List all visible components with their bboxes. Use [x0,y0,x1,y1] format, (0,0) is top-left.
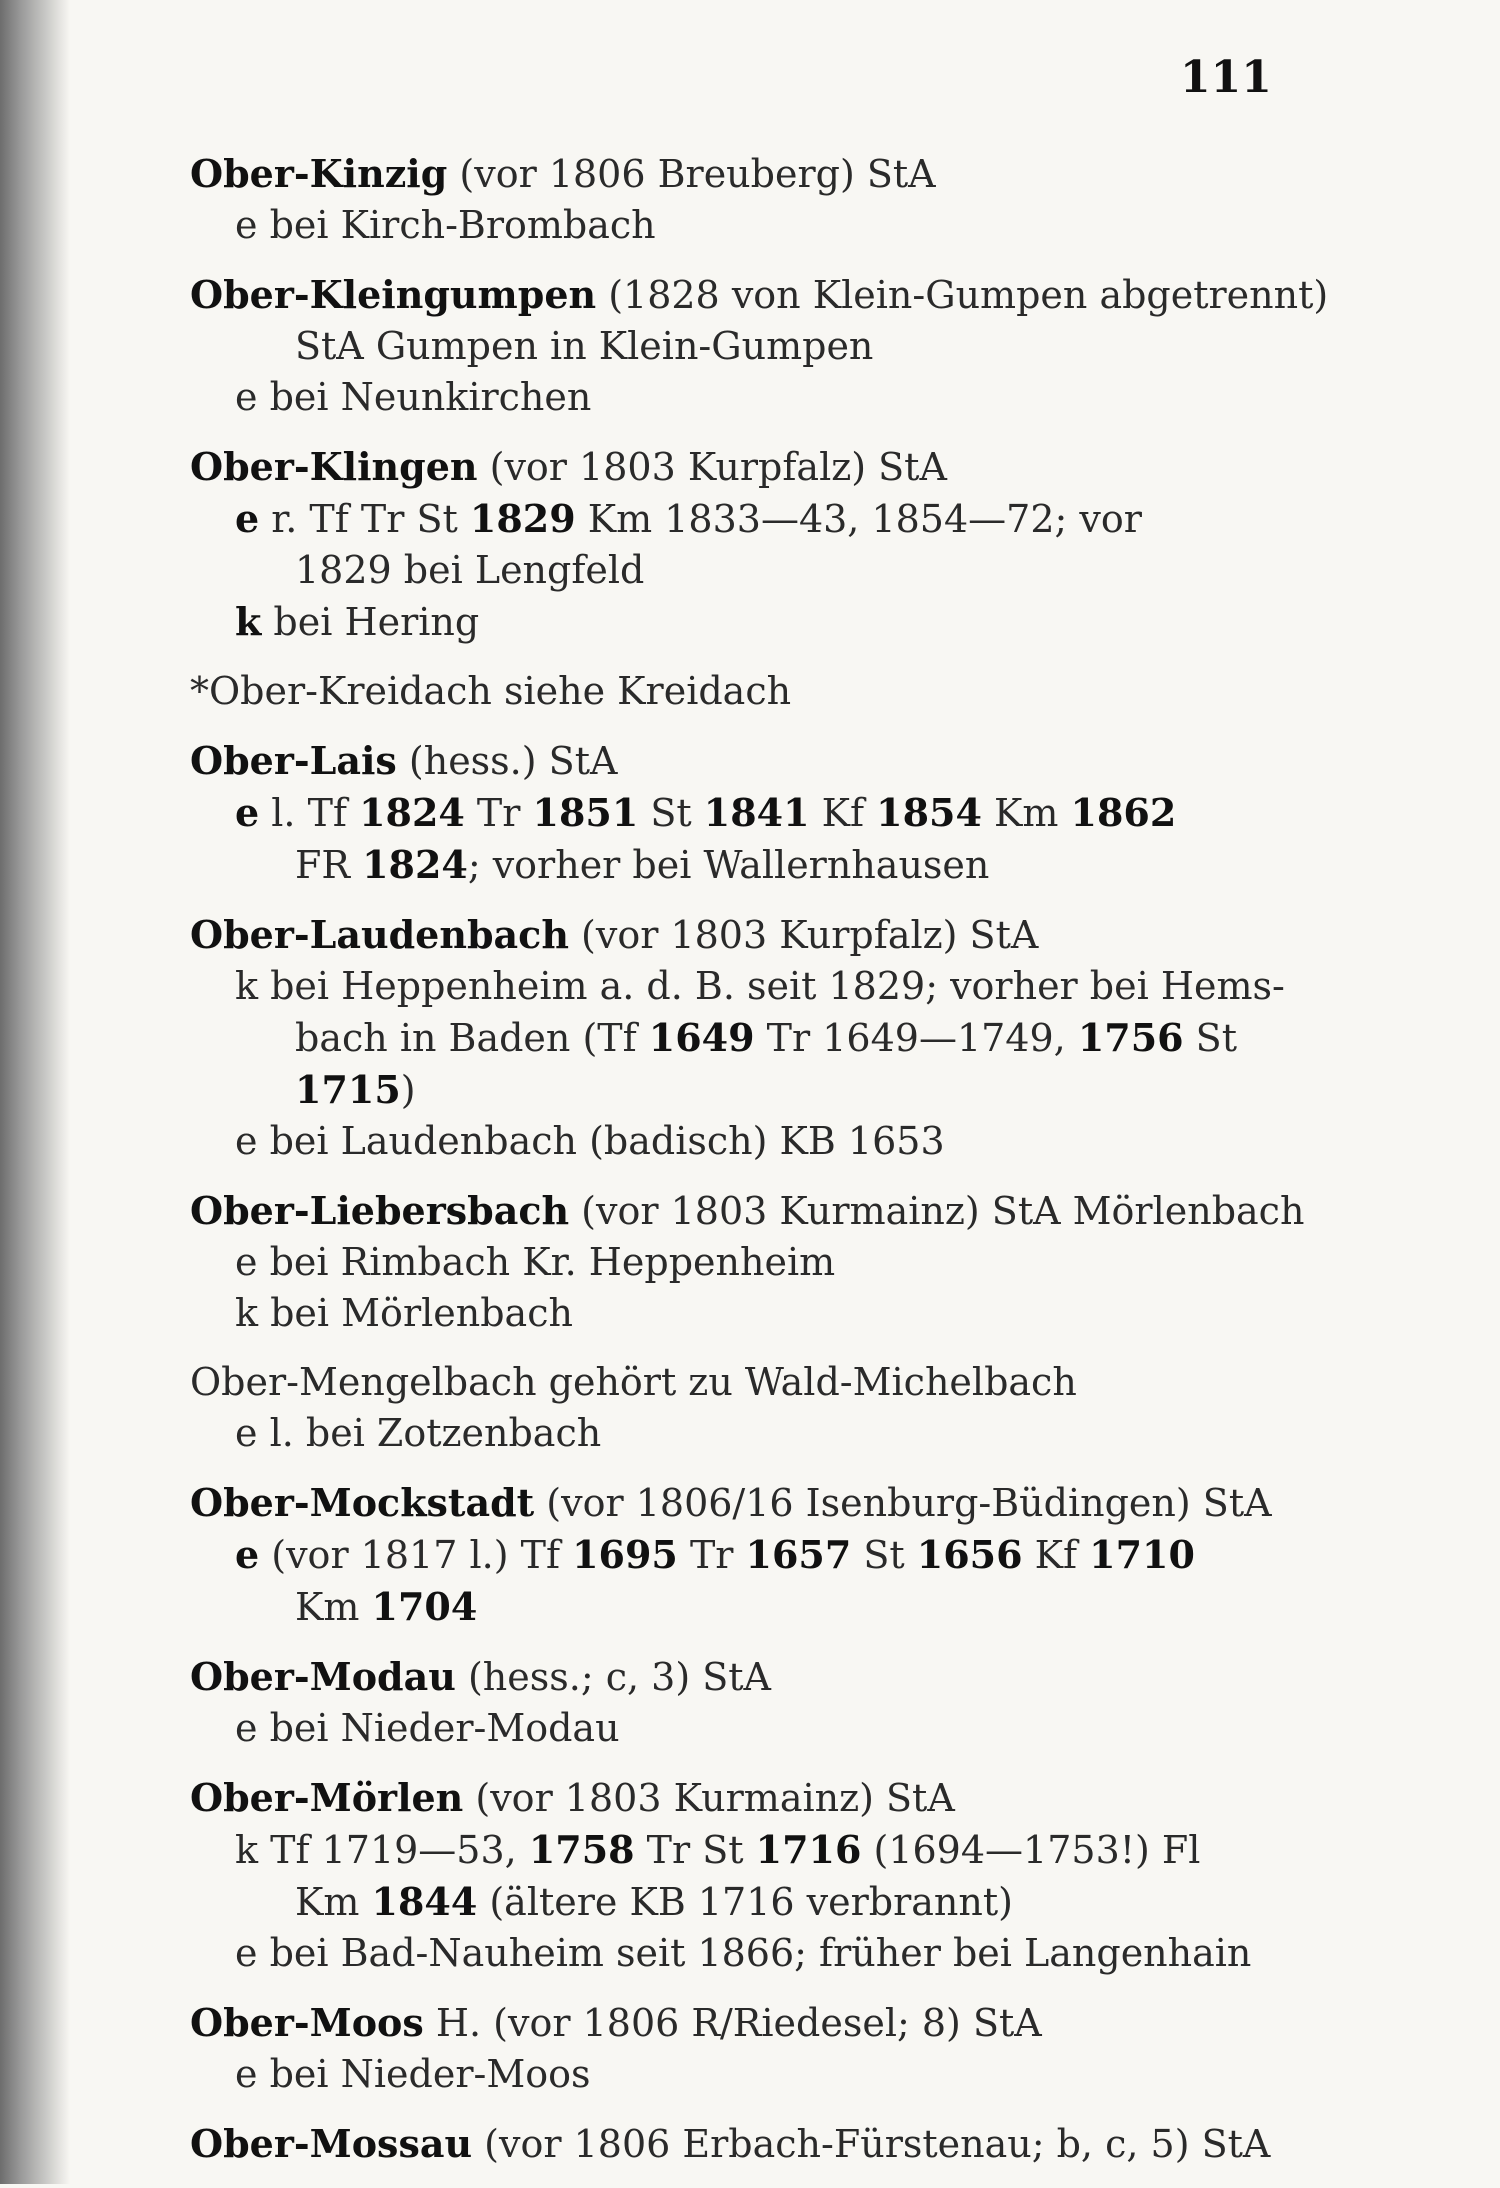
entry-detail-line [190,1928,1310,1979]
text-run: 1829 bei Lengfeld [295,548,645,592]
bold-text: 1656 [916,1532,1023,1577]
gazetteer-entry [190,269,1329,423]
text-run: St [851,1533,917,1577]
entry-detail-line [190,545,1310,596]
entry-heading-line [190,2118,1310,2170]
bold-text: 1851 [532,790,639,835]
entry-detail-line [190,372,1310,423]
text-run: Tr [677,1533,746,1577]
bold-text: 1756 [1077,1015,1184,1060]
bold-text: 1758 [528,1827,635,1872]
text-run: (vor 1806/16 Isenburg-Büdingen) StA [534,1481,1272,1525]
entry-heading-line [190,909,1310,961]
text-run: k bei Mörlenbach [235,1291,573,1335]
bold-text: 1862 [1070,790,1177,835]
bold-text: 1649 [648,1015,755,1060]
place-name: Ober-Klingen [190,444,478,489]
bold-text: 1854 [876,790,982,835]
entry-detail-line [190,1703,1310,1754]
text-run: ) [400,1068,416,1112]
entry-detail-line [190,1116,1310,1167]
text-run: St [1183,1016,1237,1060]
book-spine-shadow [0,0,70,2184]
gazetteer-entry [190,666,1310,717]
bold-text: 1657 [745,1532,852,1577]
bold-text: 1716 [755,1827,862,1872]
text-run: (1828 von Klein-Gumpen abgetrennt) [596,273,1329,317]
text-run: (hess.) StA [396,739,618,783]
entry-detail-line [190,839,1310,891]
entry-detail-line [190,1012,1310,1064]
bold-text: e [235,790,260,835]
text-run: bei Hering [261,600,480,644]
gazetteer-entry [190,735,1310,891]
bold-text: 1844 [371,1879,478,1924]
text-run: (vor 1817 l.) Tf [259,1533,573,1577]
bold-text: 1841 [703,790,810,835]
bold-text: 1710 [1089,1532,1195,1577]
entry-heading-line [190,666,1310,717]
gazetteer-entry [190,148,1310,251]
place-name: Ober-Liebersbach [190,1188,570,1233]
text-run: (vor 1806 Breuberg) StA [447,152,936,196]
entry-detail-line [190,1824,1310,1876]
entry-detail-line [190,787,1310,839]
text-run: (vor 1803 Kurpfalz) StA [568,913,1039,957]
entry-detail-line [190,2049,1310,2100]
entry-heading-line [190,1357,1310,1408]
entry-heading-line [190,441,1310,493]
text-run: Kf [809,791,877,835]
bold-text: e [235,496,260,541]
text-run: bach in Baden (Tf [295,1016,649,1060]
entry-heading-line [190,1997,1310,2049]
entry-detail-line [190,321,1310,372]
entry-detail-line [190,1288,1310,1339]
place-name: Ober-Modau [190,1654,456,1699]
entry-detail-line [190,1529,1310,1581]
text-run: *Ober-Kreidach siehe Kreidach [190,669,792,713]
text-run: k Tf 1719—53, [235,1828,529,1872]
text-run: l. Tf [259,791,360,835]
place-name: Ober-Mörlen [190,1775,464,1820]
text-run: r. Tf Tr St [259,497,470,541]
gazetteer-entry [190,441,1310,648]
gazetteer-entry [190,2118,1310,2170]
entry-detail-line [190,596,1310,648]
place-name: Ober-Kinzig [190,151,448,196]
page-number: 111 [1180,52,1272,103]
text-run: e bei Rimbach Kr. Heppenheim [235,1240,836,1284]
gazetteer-entry [190,1772,1310,1979]
entry-heading-line [190,1185,1310,1237]
text-run: StA Gumpen in Klein-Gumpen [295,324,874,368]
text-run: e bei Neunkirchen [235,375,592,419]
text-run: St [638,791,704,835]
place-name: Ober-Mossau [190,2121,473,2166]
entry-detail-line [190,1064,1310,1116]
bold-text: 1704 [371,1584,478,1629]
text-run: e bei Nieder-Modau [235,1706,620,1750]
text-run: Km [295,1585,372,1629]
entry-detail-line [190,1876,1310,1928]
entry-heading-line [190,735,1310,787]
gazetteer-entry [190,1357,1310,1459]
place-name: Ober-Moos [190,2000,424,2045]
entry-detail-line [190,1581,1310,1633]
text-run: Tr St [634,1828,756,1872]
text-run: (hess.; c, 3) StA [455,1655,771,1699]
entry-detail-line [190,200,1310,251]
text-run: e l. bei Zotzenbach [235,1411,602,1455]
gazetteer-entry [190,909,1310,1167]
text-run: FR [295,843,363,887]
text-run: e bei Bad-Nauheim seit 1866; früher bei Langenhain [235,1931,1252,1975]
text-run: Km [981,791,1071,835]
text-run: Kf [1022,1533,1090,1577]
text-run: Tr 1649—1749, [754,1016,1078,1060]
bold-text: 1715 [295,1067,401,1112]
entry-heading-line [190,148,1310,200]
gazetteer-entry [190,1997,1310,2100]
bold-text: 1824 [362,842,468,887]
gazetteer-entries [190,148,1329,2188]
text-run: (1694—1753!) Fl [861,1828,1201,1872]
bold-text: e [235,1532,260,1577]
text-run: e bei Nieder-Moos [235,2052,591,2096]
text-run: k bei Heppenheim a. d. B. seit 1829; vorher bei Hems- [235,964,1285,1008]
bold-text: k [235,599,262,644]
bold-text: 1824 [359,790,465,835]
text-run: e bei Laudenbach (badisch) KB 1653 [235,1119,945,1163]
text-run: Km [295,1880,372,1924]
entry-detail-line [190,493,1310,545]
text-run: Km 1833—43, 1854—72; vor [575,497,1142,541]
text-run: (ältere KB 1716 verbrannt) [477,1880,1013,1924]
place-name: Ober-Lais [190,738,397,783]
text-run: H. (vor 1806 R/Riedesel; 8) StA [423,2001,1042,2045]
entry-detail-line [190,1237,1310,1288]
text-run: (vor 1803 Kurmainz) StA Mörlenbach [569,1189,1305,1233]
gazetteer-entry [190,1651,1310,1754]
entry-detail-line [190,961,1310,1012]
gazetteer-entry [190,1185,1310,1339]
gazetteer-entry [190,1477,1310,1633]
place-name: Ober-Laudenbach [190,912,569,957]
text-run: (vor 1806 Erbach-Fürstenau; b, c, 5) StA [472,2122,1271,2166]
entry-heading-line [190,269,1329,321]
text-run: Ober-Mengelbach gehört zu Wald-Michelbach [190,1360,1077,1404]
bold-text: 1829 [469,496,576,541]
text-run: ; vorher bei Wallernhausen [467,843,990,887]
entry-heading-line [190,1772,1310,1824]
place-name: Ober-Kleingumpen [190,272,597,317]
text-run: (vor 1803 Kurmainz) StA [463,1776,955,1820]
place-name: Ober-Mockstadt [190,1480,535,1525]
text-run: e bei Kirch-Brombach [235,203,656,247]
entry-detail-line [190,1408,1310,1459]
text-run: (vor 1803 Kurpfalz) StA [477,445,947,489]
text-run: Tr [464,791,533,835]
bold-text: 1695 [572,1532,678,1577]
entry-heading-line [190,1477,1310,1529]
entry-heading-line [190,1651,1310,1703]
